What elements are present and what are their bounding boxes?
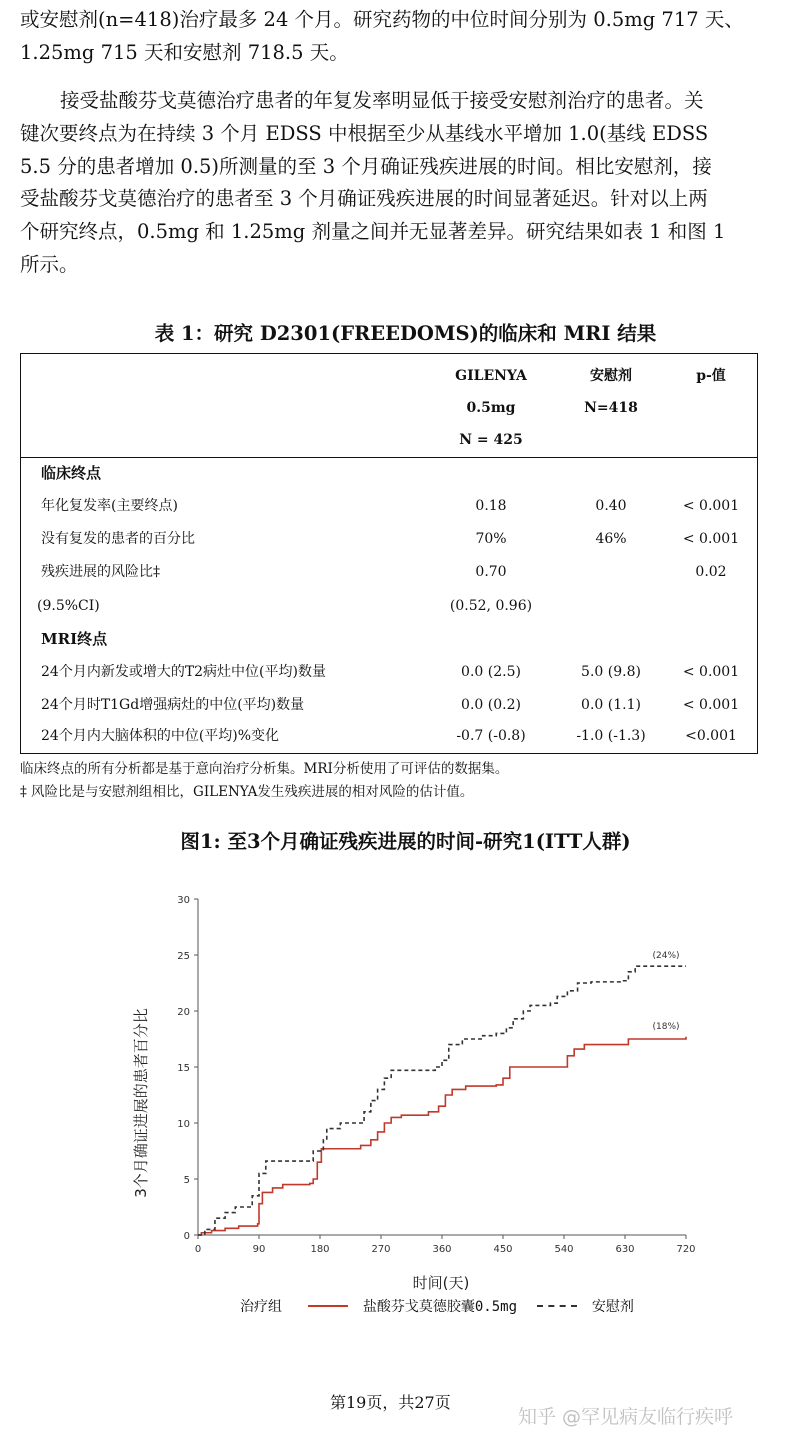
table-row [21,720,757,753]
cell-p-value: < 0.001 [682,498,740,514]
legend-line-red [308,1305,348,1307]
header-placebo [551,360,671,424]
paragraph-line: 5.5 分的患者增加 0.5)所测量的至 3 个月确证残疾进展的时间。相比安慰剂，接 [20,154,712,178]
watermark: 知乎 @罕见病友临行疾呼 [518,1406,734,1428]
cell-p-value: < 0.001 [682,531,740,547]
section-label: 临床终点 [41,464,102,482]
y-tick-label: 10 [177,1119,190,1130]
series-placebo-line [198,966,686,1235]
paragraph-line: 接受盐酸芬戈莫德治疗患者的年复发率明显低于接受安慰剂治疗的患者。关 [60,89,704,112]
paragraph-line: 键次要终点为在持续 3 个月 EDSS 中根据至少从基线水平增加 1.0(基线 EDSS [20,121,709,145]
x-tick-label: 0 [194,1244,202,1255]
table-row [21,556,757,589]
header-line: N=418 [584,400,638,416]
header-line: 安慰剂 [590,368,632,384]
table-footnote-1: 临床终点的所有分析都是基于意向治疗分析集。MRI分析使用了可评估的数据集。 [20,761,509,777]
row-label: 残疾进展的风险比‡ [41,564,160,580]
cell-p-value: < 0.001 [682,664,740,680]
row-label: 24个月内新发或增大的T2病灶中位(平均)数量 [41,664,326,680]
row-label: 24个月时T1Gd增强病灶的中位(平均)数量 [41,697,305,713]
chart-legend [240,1296,634,1316]
table-footnote-2: ‡ 风险比是与安慰剂组相比，GILENYA发生残疾进展的相对风险的估计值。 [20,784,474,800]
row-label: 没有复发的患者的百分比 [41,531,195,547]
results-table [20,353,758,754]
header-p-value [671,360,751,392]
row-label: (9.5%CI) [37,598,100,614]
cell-placebo: 46% [595,531,627,547]
table-row [21,656,757,689]
x-tick-label: 360 [432,1244,452,1255]
y-tick-label: 0 [183,1231,190,1242]
cell-p-value: <0.001 [685,728,737,744]
paragraph-line: 1.25mg 715 天和安慰剂 718.5 天。 [20,40,349,64]
legend-series-1: 盐酸芬戈莫德胶囊0.5mg [362,1299,518,1315]
chart-series [198,951,686,1235]
table-row [21,689,757,722]
header-line: N = 425 [459,432,523,448]
cell-gilenya: (0.52, 0.96) [449,598,533,614]
x-tick-label: 720 [676,1244,696,1255]
paragraph-1 [20,4,765,70]
row-label: 24个月内大脑体积的中位(平均)%变化 [41,728,280,744]
x-tick-label: 540 [554,1244,574,1255]
header-line: GILENYA [455,368,527,384]
y-tick-label: 5 [183,1175,190,1186]
paragraph-line: 或安慰剂(n=418)治疗最多 24 个月。研究药物的中位时间分别为 0.5mg 717 天、 [20,8,744,31]
cell-gilenya: 0.0 (0.2) [461,697,521,713]
cell-gilenya: 0.70 [475,564,507,580]
section-mri [21,623,757,656]
section-clinical [21,457,757,490]
header-line: 0.5mg [466,400,516,416]
y-axis-label: 3个月确证进展的患者百分比 [132,1008,150,1198]
cell-placebo: 0.40 [595,498,627,514]
cell-gilenya: -0.7 (-0.8) [456,728,526,744]
page-number: 第19页，共27页 [330,1393,451,1412]
cell-p-value: 0.02 [695,564,727,580]
x-tick-label: 90 [252,1244,266,1255]
paragraph-line: 个研究终点，0.5mg 和 1.25mg 剂量之间并无显著差异。研究结果如表 1 和图 1 [20,220,726,244]
x-tick-label: 180 [310,1244,330,1255]
cell-p-value: < 0.001 [682,697,740,713]
paragraph-line: 所示。 [20,252,79,276]
table-title: 表 1：研究 D2301(FREEDOMS)的临床和 MRI 结果 [154,322,657,345]
cell-gilenya: 70% [475,531,507,547]
paragraph-2 [20,85,765,282]
x-tick-label: 270 [371,1244,391,1255]
x-tick-label: 450 [493,1244,513,1255]
legend-series-2: 安慰剂 [591,1299,634,1315]
legend-title: 治疗组 [240,1299,282,1315]
y-tick-label: 30 [177,895,190,906]
chart-axes [177,895,695,1255]
table-row [21,490,757,523]
table-header [21,354,757,458]
y-tick-label: 25 [177,951,190,962]
table-row [21,523,757,556]
y-tick-label: 20 [177,1007,190,1018]
figure-title: 图1: 至3个月确证残疾进展的时间-研究1(ITT人群) [180,830,631,853]
km-chart [130,880,710,1300]
cell-gilenya: 0.0 (2.5) [461,664,521,680]
cell-gilenya: 0.18 [475,498,507,514]
series-fingolimod-line [198,1037,686,1235]
header-line: p-值 [696,368,726,384]
cell-placebo: 0.0 (1.1) [581,697,641,713]
legend-line-dashed [537,1305,577,1307]
section-label: MRI终点 [41,630,108,648]
series-placebo-end-label: (24%) [652,951,680,962]
y-tick-label: 15 [177,1063,190,1074]
cell-placebo: -1.0 (-1.3) [576,728,646,744]
x-tick-label: 630 [615,1244,635,1255]
header-gilenya [431,360,551,456]
paragraph-line: 受盐酸芬戈莫德治疗的患者至 3 个月确证残疾进展的时间显著延迟。针对以上两 [20,187,708,211]
row-label: 年化复发率(主要终点) [41,498,178,514]
series-fingolimod-end-label: (18%) [652,1021,680,1032]
x-axis-label: 时间(天) [412,1274,470,1292]
table-row [21,590,757,623]
cell-placebo: 5.0 (9.8) [581,664,641,680]
